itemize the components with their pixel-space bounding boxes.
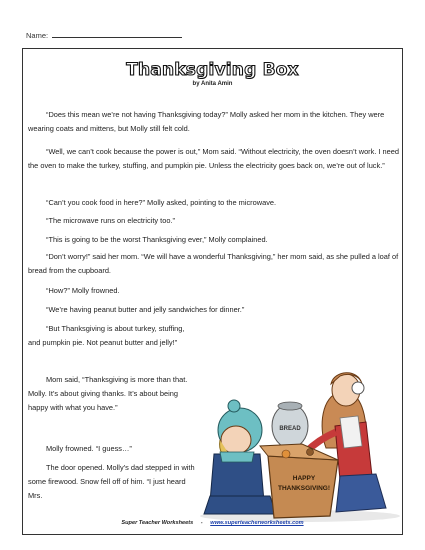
story-paragraph: Mom said, “Thanksgiving is more than that. Molly. It’s about giving thanks. It’s about being happy with what you have.” <box>28 375 188 413</box>
bread-jar-label: BREAD <box>279 426 301 432</box>
story-paragraph: “Can’t you cook food in here?” Molly asked, pointing to the microwave. <box>46 198 277 207</box>
story-paragraph: “But Thanksgiving is about turkey, stuffing, and pumpkin pie. Not peanut butter and jelly!” <box>28 324 185 348</box>
footer <box>0 520 425 526</box>
name-line <box>26 31 182 40</box>
footer-url[interactable]: www.superteacherworksheets.com <box>210 520 304 526</box>
story-paragraph: “How?” Molly frowned. <box>46 286 120 295</box>
name-blank[interactable] <box>52 37 182 38</box>
story-paragraph: “Well, we can’t cook because the power is out,” Mom said. “Without electricity, the oven doesn’t work. I need the oven to make the turkey, stuffing, and pumpkin pie. Unless the electricity goes back on, we’re out of luck.” <box>28 147 399 171</box>
story-title: Thanksgiving Box <box>126 60 299 80</box>
footer-separator: - <box>200 520 203 526</box>
story-paragraph: Molly frowned. “I guess…” <box>46 444 132 453</box>
story-paragraph: The door opened. Molly’s dad stepped in with some firewood. Snow fell off of him. “I just heard Mrs. <box>28 463 195 501</box>
earmuff-icon <box>352 382 364 394</box>
name-label: Name: <box>26 31 49 40</box>
girl-figure <box>204 400 276 514</box>
hat-pompom-icon <box>228 400 240 412</box>
story-paragraph: “The microwave runs on electricity too.” <box>46 216 175 225</box>
story-paragraph: “This is going to be the worst Thanksgiving ever,” Molly complained. <box>46 235 268 244</box>
bread-jar <box>272 402 308 448</box>
story-paragraph: “Don’t worry!” said her mom. “We will have a wonderful Thanksgiving,” her mom said, as she pulled a loaf of bread from the cupboard. <box>28 252 399 276</box>
box-text-thanksgiving: THANKSGIVING! <box>278 485 330 492</box>
story-paragraph: “Does this mean we’re not having Thanksgiving today?” Molly asked her mom in the kitchen. They were wearing coats and mittens, but Molly still felt cold. <box>28 110 385 134</box>
footer-site-name: Super Teacher Worksheets <box>121 520 194 526</box>
story-byline: by Anita Amin <box>192 81 233 87</box>
box-text-happy: HAPPY <box>292 475 316 482</box>
illustration <box>190 356 405 524</box>
story-paragraph: “We’re having peanut butter and jelly sandwiches for dinner.” <box>46 305 245 314</box>
